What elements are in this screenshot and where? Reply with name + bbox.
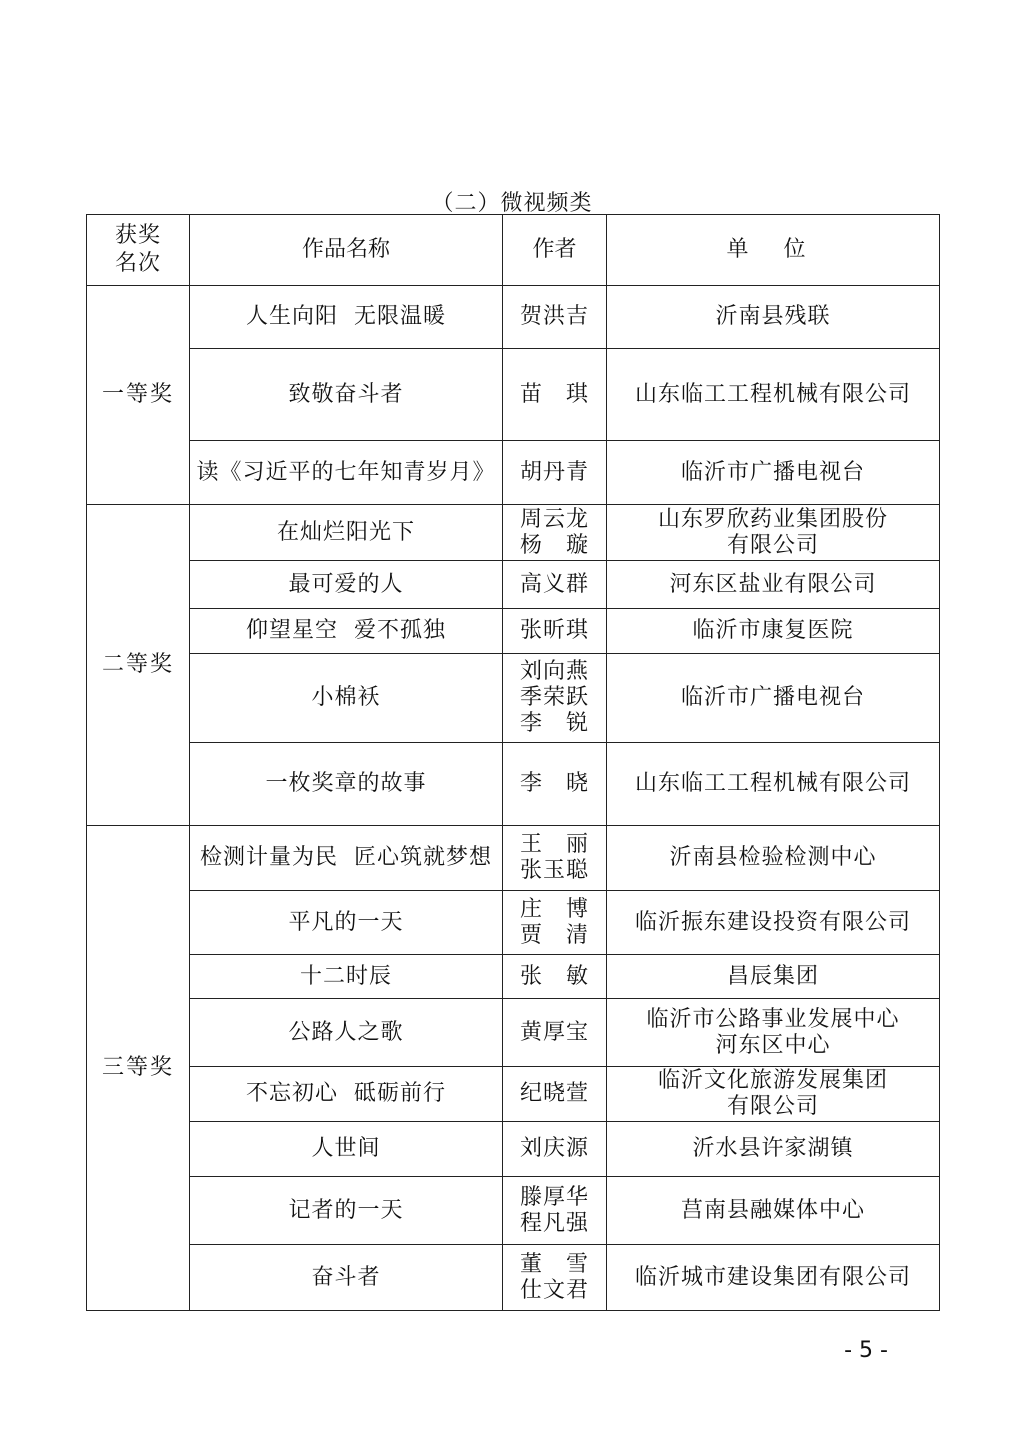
author-name: 李 锐 [519, 711, 589, 736]
unit-cell [607, 826, 940, 891]
table-row [87, 955, 940, 999]
unit-cell [607, 349, 940, 441]
author-name: 周云龙 [519, 506, 589, 532]
unit-line: 莒南县融媒体中心 [680, 1197, 865, 1223]
page-title: （二）微视频类 [431, 191, 593, 216]
author-cell [503, 441, 607, 505]
unit-line: 有限公司 [726, 532, 819, 558]
work-title-cell: 小棉袄 [190, 654, 503, 743]
unit-line: 河东区中心 [715, 1032, 831, 1058]
table-row [87, 891, 940, 955]
table-row [87, 286, 940, 349]
page-number: - 5 - [844, 1338, 888, 1363]
table-row [87, 1122, 940, 1177]
unit-line: 临沂文化旅游发展集团 [657, 1068, 888, 1093]
unit-cell [607, 955, 940, 999]
header-author: 作者 [503, 215, 607, 286]
work-title-cell: 在灿烂阳光下 [190, 505, 503, 561]
work-title-cell: 检测计量为民 匠心筑就梦想 [190, 826, 503, 891]
table-row [87, 349, 940, 441]
table-row [87, 561, 940, 609]
unit-cell [607, 1122, 940, 1177]
work-title-cell: 公路人之歌 [190, 999, 503, 1067]
author-name: 张玉聪 [519, 858, 589, 883]
unit-line: 临沂市广播电视台 [680, 459, 865, 485]
unit-line: 临沂市公路事业发展中心 [646, 1006, 900, 1032]
header-rank [87, 215, 190, 286]
unit-cell [607, 1177, 940, 1245]
unit-cell [607, 609, 940, 654]
author-name: 程凡强 [519, 1210, 589, 1236]
author-name: 刘向燕 [519, 659, 589, 684]
unit-cell [607, 286, 940, 349]
author-name: 刘庆源 [519, 1136, 589, 1161]
work-title-cell: 十二时辰 [190, 955, 503, 999]
work-title-cell: 一枚奖章的故事 [190, 743, 503, 826]
header-work: 作品名称 [190, 215, 503, 286]
author-name: 滕厚华 [519, 1184, 589, 1210]
unit-line: 沂水县许家湖镇 [692, 1136, 854, 1161]
author-cell [503, 1245, 607, 1311]
unit-cell [607, 743, 940, 826]
author-name: 黄厚宝 [519, 1019, 589, 1045]
awards-table [86, 214, 940, 1311]
table-header [87, 215, 940, 286]
work-title-cell: 不忘初心 砥砺前行 [190, 1067, 503, 1122]
unit-line: 昌辰集团 [726, 963, 819, 989]
unit-cell [607, 999, 940, 1067]
author-name: 贾 清 [519, 922, 589, 948]
unit-cell [607, 1245, 940, 1311]
rank-cell: 一等奖 [87, 286, 190, 505]
author-name: 庄 博 [519, 896, 589, 922]
rank-cell: 三等奖 [87, 826, 190, 1311]
author-name: 李 晓 [519, 771, 589, 796]
unit-line: 山东罗欣药业集团股份 [657, 506, 888, 532]
author-cell [503, 561, 607, 609]
unit-line: 山东临工工程机械有限公司 [634, 771, 911, 796]
table-row [87, 826, 940, 891]
unit-line: 有限公司 [726, 1094, 819, 1119]
author-name: 张昕琪 [519, 618, 589, 643]
author-cell [503, 1177, 607, 1245]
author-name: 董 雪 [519, 1251, 589, 1277]
author-name: 纪晓萱 [519, 1081, 589, 1106]
unit-cell [607, 441, 940, 505]
table-row [87, 441, 940, 505]
author-name: 杨 璇 [519, 532, 589, 558]
work-title-cell: 读《习近平的七年知青岁月》 [190, 441, 503, 505]
table-row [87, 505, 940, 561]
table-row [87, 654, 940, 743]
unit-line: 临沂振东建设投资有限公司 [634, 909, 911, 935]
author-cell [503, 1067, 607, 1122]
author-name: 仕文君 [519, 1277, 589, 1303]
unit-line: 临沂市康复医院 [692, 618, 854, 643]
author-name: 季荣跃 [519, 685, 589, 710]
author-cell [503, 891, 607, 955]
unit-cell [607, 1067, 940, 1122]
author-cell [503, 999, 607, 1067]
unit-line: 临沂城市建设集团有限公司 [634, 1264, 911, 1290]
author-name: 胡丹青 [519, 459, 589, 485]
author-name: 贺洪吉 [519, 304, 589, 329]
author-name: 张 敏 [519, 963, 589, 989]
unit-line: 临沂市广播电视台 [680, 685, 865, 710]
unit-line: 沂南县检验检测中心 [669, 845, 877, 870]
table-row [87, 609, 940, 654]
table-row [87, 999, 940, 1067]
author-cell [503, 826, 607, 891]
table-row [87, 1067, 940, 1122]
work-title-cell: 奋斗者 [190, 1245, 503, 1311]
author-cell [503, 349, 607, 441]
author-cell [503, 743, 607, 826]
author-cell [503, 1122, 607, 1177]
header-unit: 单 位 [607, 215, 940, 286]
work-title-cell: 人世间 [190, 1122, 503, 1177]
table-body [87, 286, 940, 1311]
unit-cell [607, 654, 940, 743]
work-title-cell: 致敬奋斗者 [190, 349, 503, 441]
author-cell [503, 286, 607, 349]
unit-line: 河东区盐业有限公司 [669, 571, 877, 597]
author-cell [503, 955, 607, 999]
rank-cell: 二等奖 [87, 505, 190, 826]
author-cell [503, 609, 607, 654]
work-title-cell: 平凡的一天 [190, 891, 503, 955]
unit-line: 山东临工工程机械有限公司 [634, 381, 911, 407]
header-rank-line1: 获奖 [114, 223, 161, 248]
table-row [87, 1177, 940, 1245]
unit-line: 沂南县残联 [715, 304, 831, 329]
author-name: 王 丽 [519, 832, 589, 857]
unit-cell [607, 505, 940, 561]
work-title-cell: 仰望星空 爱不孤独 [190, 609, 503, 654]
header-rank-line2: 名次 [114, 251, 161, 276]
work-title-cell: 最可爱的人 [190, 561, 503, 609]
author-cell [503, 654, 607, 743]
table-row [87, 743, 940, 826]
author-name: 高义群 [519, 571, 589, 597]
author-name: 苗 琪 [519, 381, 589, 407]
header-row [87, 215, 940, 286]
work-title-cell: 人生向阳 无限温暖 [190, 286, 503, 349]
work-title-cell: 记者的一天 [190, 1177, 503, 1245]
unit-cell [607, 891, 940, 955]
author-cell [503, 505, 607, 561]
table-row [87, 1245, 940, 1311]
unit-cell [607, 561, 940, 609]
